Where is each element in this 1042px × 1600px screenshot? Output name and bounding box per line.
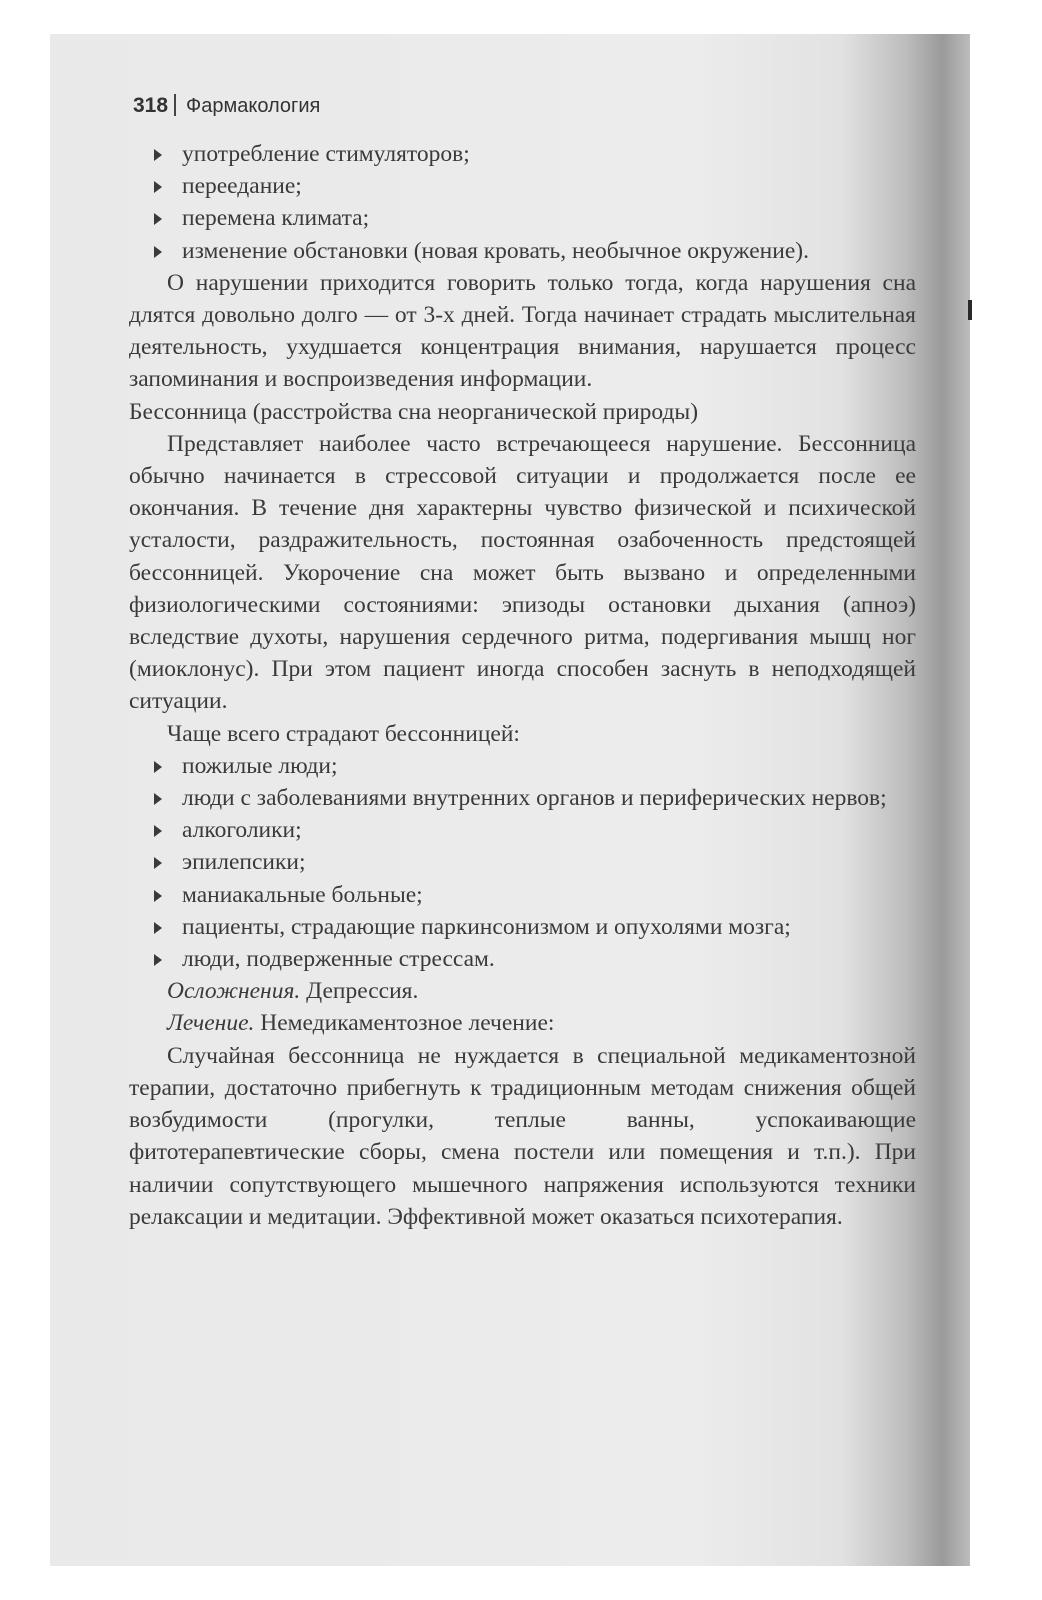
- triangle-bullet-icon: [154, 181, 162, 193]
- triangle-bullet-icon: [154, 825, 162, 837]
- paragraph: Представляет наиболее часто встречающееся нарушение. Бессонница обычно начинается в стрессовой ситуации и продолжается после ее окончания. В течение дня характерны чувство физической и психической усталости, раздражительность, постоянная озабоченность предстоящей бессонницей. Укорочение сна может быть вызвано и определенными физиологическими состояниями: эпизоды остановки дыхания (апноэ) вследствие духоты, нарушения сердечного ритма, подергивания мышц ног (миоклонус). При этом пациент иногда способен заснуть в неподходящей ситуации.: [129, 430, 916, 715]
- list-item: люди, подверженные стрессам.: [129, 943, 916, 975]
- triangle-bullet-icon: [154, 793, 162, 805]
- list-item: алкоголики;: [129, 814, 916, 846]
- triangle-bullet-icon: [154, 149, 162, 161]
- section-title: Бессонница (расстройства сна неорганической природы): [129, 398, 699, 425]
- list-item: переедание;: [129, 170, 916, 202]
- paragraph: Случайная бессонница не нуждается в специальной медикаментозной терапии, достаточно прибегнуть к традиционным методам снижения общей возбудимости (прогулки, теплые ванны, успокаивающие фитотерапевтические сборы, смена постели или помещения и т.п.). При наличии сопутствующего мышечного напряжения используются техники релаксации и медитации. Эффективной может оказаться психотерапия.: [129, 1042, 916, 1230]
- complications-label: Осложнения.: [167, 978, 301, 1005]
- triangle-bullet-icon: [154, 761, 162, 773]
- paragraph: Чаще всего страдают бессонницей:: [167, 720, 520, 747]
- triangle-bullet-icon: [154, 890, 162, 902]
- list-item: изменение обстановки (новая кровать, необычное окружение).: [129, 235, 916, 267]
- treatment-label: Лечение.: [167, 1010, 255, 1037]
- book-page: [50, 34, 970, 1566]
- treatment-line: [129, 1007, 916, 1039]
- list-item: пожилые люди;: [129, 750, 916, 782]
- list-item: люди с заболеваниями внутренних органов и периферических нервов;: [129, 782, 916, 814]
- paragraph: О нарушении приходится говорить только тогда, когда нарушения сна длятся довольно долго — от 3-х дней. Тогда начинает страдать мыслительная деятельность, ухудшается концентрация внимания, нарушается процесс запоминания и воспроизведения информации.: [129, 269, 916, 393]
- list-item: употребление стимуляторов;: [129, 138, 916, 170]
- triangle-bullet-icon: [154, 213, 162, 225]
- running-header: [133, 94, 320, 118]
- complications-line: [129, 975, 916, 1007]
- list-item: перемена климата;: [129, 202, 916, 234]
- list-item: эпилепсики;: [129, 846, 916, 878]
- triangle-bullet-icon: [154, 922, 162, 934]
- treatment-text: Немедикаментозное лечение:: [254, 1010, 555, 1037]
- list-item: пациенты, страдающие паркинсонизмом и опухолями мозга;: [129, 911, 916, 943]
- triangle-bullet-icon: [154, 954, 162, 966]
- scan-artifact: [968, 300, 972, 320]
- risk-groups-list: [129, 750, 916, 975]
- triangle-bullet-icon: [154, 857, 162, 869]
- causes-list: [129, 138, 916, 267]
- triangle-bullet-icon: [154, 246, 162, 258]
- page-body: [129, 138, 916, 1233]
- list-item: маниакальные больные;: [129, 879, 916, 911]
- header-divider: [174, 94, 176, 116]
- book-title: Фармакология: [186, 95, 321, 117]
- page-number: 318: [133, 94, 169, 117]
- complications-text: Депрессия.: [300, 978, 419, 1005]
